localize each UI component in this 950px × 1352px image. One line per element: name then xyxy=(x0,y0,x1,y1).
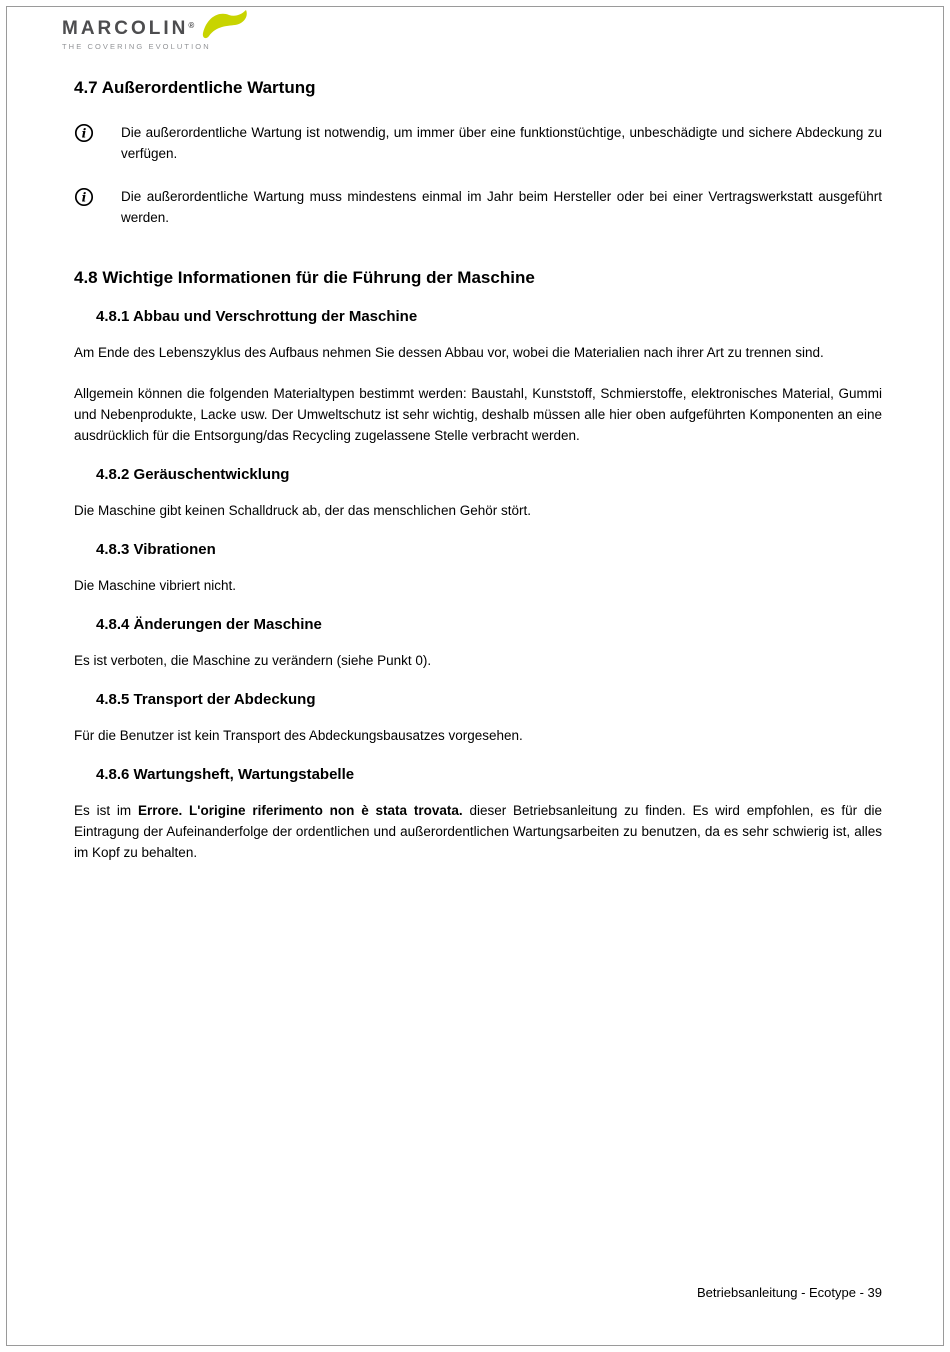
paragraph-text-suffix: dieser Betriebsanleitung zu finden. Es wird empfohlen, es für die Eintragung der Aufeinanderfolge der ordentlichen und außerordentlichen Wartungsarbeiten zu benutzen, da es sehr schwierig ist, alles im Kopf zu behalten. xyxy=(74,803,882,860)
info-note xyxy=(74,122,882,164)
svg-text:i: i xyxy=(81,189,87,205)
logo-brand-name xyxy=(62,16,211,39)
info-icon xyxy=(74,123,94,143)
logo-tagline: THE COVERING EVOLUTION xyxy=(62,42,211,51)
paragraph: Am Ende des Lebenszyklus des Aufbaus nehmen Sie dessen Abbau vor, wobei die Materialien nach ihrer Art zu trennen sind. xyxy=(74,345,824,360)
subsection-4-8-4-title: 4.8.4 Änderungen der Maschine xyxy=(96,616,322,633)
paragraph-with-error-reference xyxy=(74,800,882,863)
subsection-4-8-5-title: 4.8.5 Transport der Abdeckung xyxy=(96,691,316,708)
subsection-4-8-6-title: 4.8.6 Wartungsheft, Wartungstabelle xyxy=(96,766,355,783)
section-4-7-title: 4.7 Außerordentliche Wartung xyxy=(74,78,316,97)
section-4-8-title: 4.8 Wichtige Informationen für die Führung der Maschine xyxy=(74,268,535,287)
note-icon-cell xyxy=(74,122,121,148)
subsection-4-8-3-title: 4.8.3 Vibrationen xyxy=(96,541,216,558)
company-logo xyxy=(62,16,253,51)
logo-swoosh-icon xyxy=(201,9,253,41)
paragraph: Die Maschine vibriert nicht. xyxy=(74,578,237,593)
info-note xyxy=(74,186,882,228)
page-footer: Betriebsanleitung - Ecotype - 39 xyxy=(697,1285,882,1300)
note-text: Die außerordentliche Wartung ist notwendig, um immer über eine funktionstüchtige, unbeschädigte und sichere Abdeckung zu verfügen. xyxy=(121,125,882,161)
paragraph: Es ist verboten, die Maschine zu verändern (siehe Punkt 0). xyxy=(74,653,432,668)
subsection-4-8-1-title: 4.8.1 Abbau und Verschrottung der Maschine xyxy=(96,308,418,325)
logo-brand-text: MARCOLIN xyxy=(62,18,189,39)
logo-text-block xyxy=(62,16,211,51)
error-reference-text: Errore. L'origine riferimento non è stata trovata. xyxy=(137,803,463,818)
subsection-4-8-2-title: 4.8.2 Geräuschentwicklung xyxy=(96,466,290,483)
registered-trademark-symbol: ® xyxy=(188,21,195,30)
note-text: Die außerordentliche Wartung muss mindestens einmal im Jahr beim Hersteller oder bei einer Vertragswerkstatt ausgeführt werden. xyxy=(121,189,882,225)
paragraph: Allgemein können die folgenden Materialtypen bestimmt werden: Baustahl, Kunststoff, Schmierstoffe, elektronisches Material, Gummi und Nebenprodukte, Lacke usw. Der Umweltschutz ist sehr wichtig, deshalb müssen alle hier oben aufgeführten Komponenten an eine ausdrücklich für die Entsorgung/das Recycling zugelassene Stelle verbracht werden. xyxy=(74,386,882,443)
svg-text:i: i xyxy=(81,125,87,141)
paragraph: Die Maschine gibt keinen Schalldruck ab, der das menschlichen Gehör stört. xyxy=(74,503,531,518)
paragraph: Für die Benutzer ist kein Transport des Abdeckungsbausatzes vorgesehen. xyxy=(74,728,523,743)
info-icon xyxy=(74,187,94,207)
document-body xyxy=(74,78,882,883)
note-icon-cell xyxy=(74,186,121,212)
paragraph-text-prefix: Es ist im xyxy=(74,803,138,818)
info-notes-block xyxy=(74,122,882,228)
